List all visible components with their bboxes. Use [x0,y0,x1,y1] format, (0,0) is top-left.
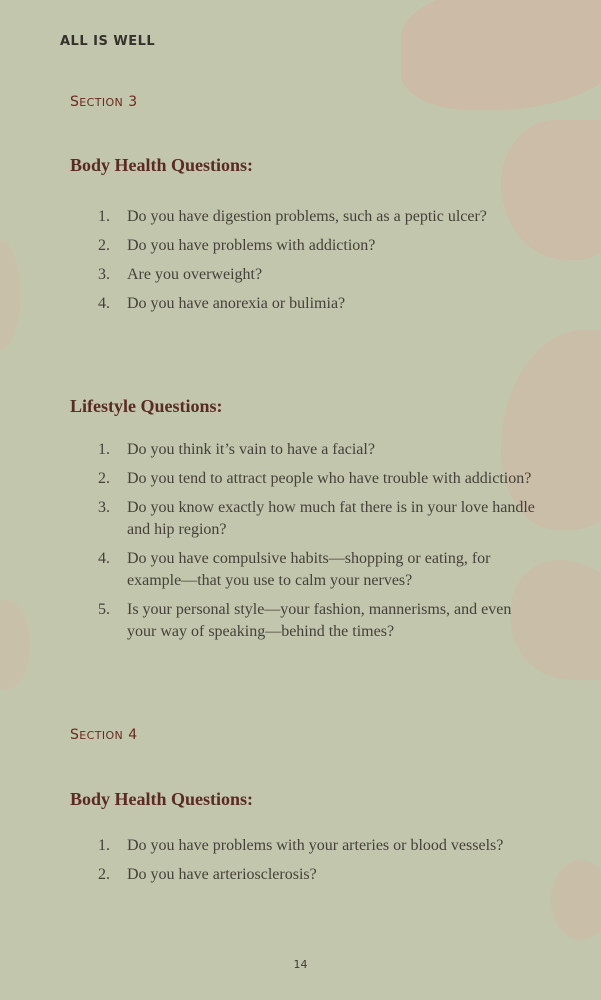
question-number: 5. [98,601,110,618]
question-number: 4. [98,295,110,312]
page-texture [401,0,601,110]
group-heading: Lifestyle Questions: [70,396,223,416]
question-list [98,439,538,650]
list-item [98,235,538,257]
section-number: 4 [128,727,138,743]
question-number: 2. [98,470,110,487]
question-number: 3. [98,266,110,283]
question-number: 1. [98,441,110,458]
section-label [70,727,138,743]
section-label [70,94,138,110]
page-texture [0,600,30,690]
list-item [98,548,538,592]
page-texture [551,860,601,940]
question-text: Do you have problems with your arteries or blood vessels? [127,837,504,854]
question-list [98,835,538,893]
question-number: 2. [98,866,110,883]
question-number: 3. [98,499,110,516]
list-item [98,497,538,541]
question-text: Do you think it’s vain to have a facial? [127,441,375,458]
question-number: 2. [98,237,110,254]
question-number: 1. [98,208,110,225]
question-number: 1. [98,837,110,854]
list-item [98,206,538,228]
question-text: Do you tend to attract people who have trouble with addiction? [127,470,532,487]
running-head: ALL IS WELL [60,34,156,49]
group-heading: Body Health Questions: [70,155,254,175]
list-item [98,599,538,643]
list-item [98,264,538,286]
list-item [98,439,538,461]
question-text: Do you have problems with addiction? [127,237,376,254]
list-item [98,835,538,857]
question-text: Is your personal style—your fashion, mannerisms, and even your way of speaking—behind the times? [127,601,512,640]
list-item [98,468,538,490]
section-label-rest: ECTION [79,96,124,109]
section-label-initial: S [70,727,80,743]
section-label-initial: S [70,94,80,110]
question-text: Do you have arteriosclerosis? [127,866,317,883]
page-texture [0,240,20,350]
list-item [98,293,538,315]
question-text: Do you have digestion problems, such as a peptic ulcer? [127,208,487,225]
list-item [98,864,538,886]
question-text: Do you have anorexia or bulimia? [127,295,346,312]
section-number: 3 [128,94,138,110]
page-number: 14 [293,958,308,971]
question-text: Are you overweight? [127,266,263,283]
question-text: Do you have compulsive habits—shopping or eating, for example—that you use to calm your nerves? [127,550,491,589]
section-label-rest: ECTION [79,729,124,742]
question-number: 4. [98,550,110,567]
question-text: Do you know exactly how much fat there is in your love handle and hip region? [127,499,535,538]
group-heading: Body Health Questions: [70,789,254,809]
question-list [98,206,538,322]
